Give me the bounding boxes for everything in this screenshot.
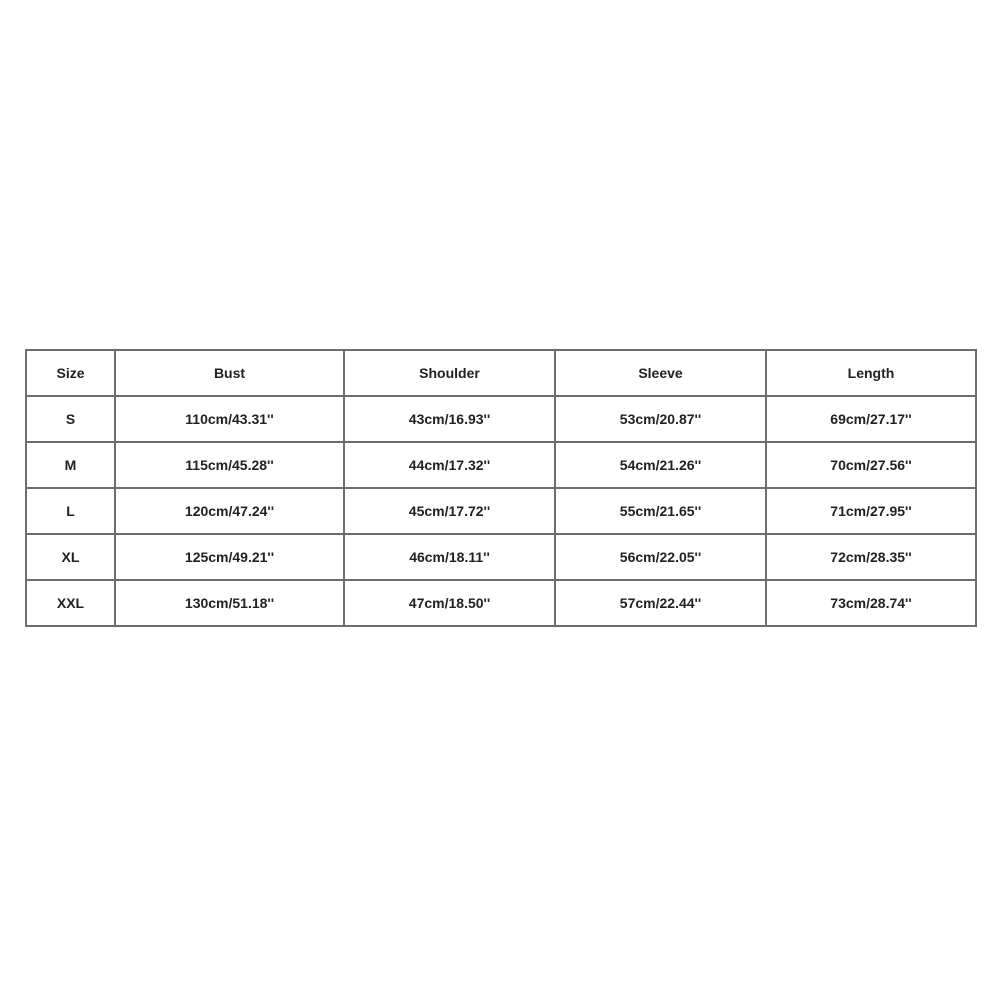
- cell-bust: 110cm/43.31'': [115, 396, 344, 442]
- cell-size: M: [26, 442, 115, 488]
- cell-size: L: [26, 488, 115, 534]
- cell-shoulder: 45cm/17.72'': [344, 488, 555, 534]
- header-length: Length: [766, 350, 976, 396]
- cell-shoulder: 46cm/18.11'': [344, 534, 555, 580]
- cell-length: 71cm/27.95'': [766, 488, 976, 534]
- cell-bust: 115cm/45.28'': [115, 442, 344, 488]
- cell-bust: 130cm/51.18'': [115, 580, 344, 626]
- cell-length: 70cm/27.56'': [766, 442, 976, 488]
- cell-sleeve: 55cm/21.65'': [555, 488, 766, 534]
- table-row: [26, 396, 976, 442]
- cell-shoulder: 44cm/17.32'': [344, 442, 555, 488]
- table-row: [26, 442, 976, 488]
- header-sleeve: Sleeve: [555, 350, 766, 396]
- cell-bust: 120cm/47.24'': [115, 488, 344, 534]
- header-size: Size: [26, 350, 115, 396]
- header-bust: Bust: [115, 350, 344, 396]
- size-chart-table: [25, 349, 977, 627]
- cell-size: S: [26, 396, 115, 442]
- cell-length: 69cm/27.17'': [766, 396, 976, 442]
- cell-length: 73cm/28.74'': [766, 580, 976, 626]
- cell-sleeve: 54cm/21.26'': [555, 442, 766, 488]
- table-header-row: [26, 350, 976, 396]
- cell-length: 72cm/28.35'': [766, 534, 976, 580]
- cell-sleeve: 57cm/22.44'': [555, 580, 766, 626]
- cell-size: XXL: [26, 580, 115, 626]
- table-row: [26, 580, 976, 626]
- cell-shoulder: 47cm/18.50'': [344, 580, 555, 626]
- cell-sleeve: 56cm/22.05'': [555, 534, 766, 580]
- cell-sleeve: 53cm/20.87'': [555, 396, 766, 442]
- header-shoulder: Shoulder: [344, 350, 555, 396]
- cell-bust: 125cm/49.21'': [115, 534, 344, 580]
- table-row: [26, 488, 976, 534]
- table-row: [26, 534, 976, 580]
- cell-size: XL: [26, 534, 115, 580]
- cell-shoulder: 43cm/16.93'': [344, 396, 555, 442]
